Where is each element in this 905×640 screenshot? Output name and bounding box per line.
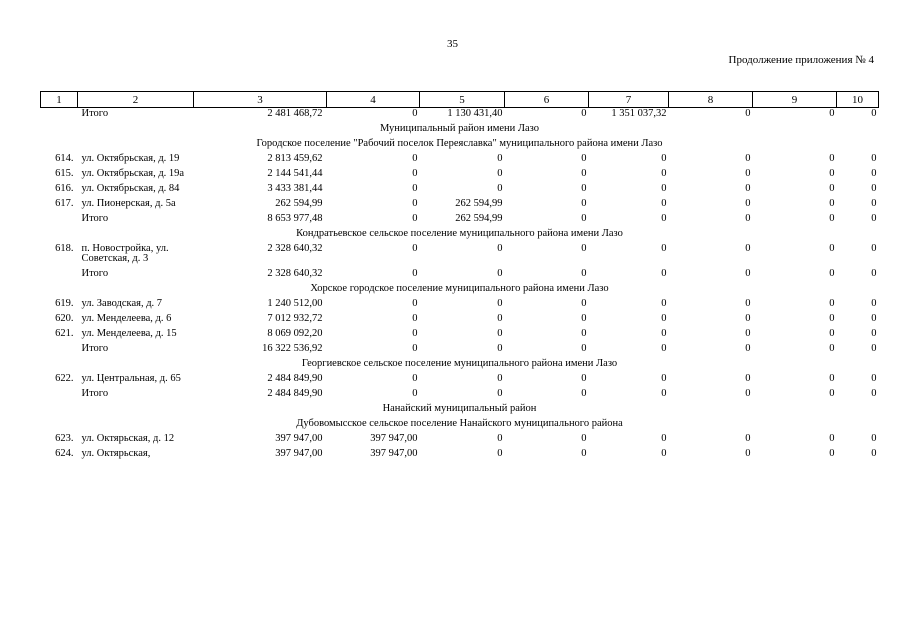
value-cell: 0 xyxy=(661,373,667,384)
value-cell: 0 xyxy=(829,388,835,399)
row-number: 624. xyxy=(55,448,74,459)
value-cell: 1 130 431,40 xyxy=(447,108,503,119)
value-cell: 0 xyxy=(581,298,587,309)
value-cell: 0 xyxy=(497,298,503,309)
value-cell: 2 328 640,32 xyxy=(267,268,323,279)
section-heading-row xyxy=(41,418,879,433)
address-cell: ул. Пионерская, д. 5а xyxy=(81,198,176,209)
value-cell: 0 xyxy=(412,183,418,194)
value-cell: 0 xyxy=(581,268,587,279)
column-header: 6 xyxy=(505,92,589,108)
value-cell: 0 xyxy=(412,298,418,309)
address-cell: ул. Центральная, д. 65 xyxy=(81,373,181,384)
value-cell: 0 xyxy=(745,268,751,279)
value-cell: 0 xyxy=(829,153,835,164)
value-cell: 0 xyxy=(412,243,418,254)
value-cell: 0 xyxy=(871,213,877,224)
value-cell: 0 xyxy=(412,268,418,279)
value-cell: 0 xyxy=(745,328,751,339)
section-heading: Дубовомысское сельское поселение Нанайского муниципального района xyxy=(296,418,623,429)
value-cell: 0 xyxy=(871,168,877,179)
value-cell: 2 328 640,32 xyxy=(267,243,323,254)
row-number xyxy=(41,268,78,283)
section-heading-row xyxy=(41,138,879,153)
value-cell: 0 xyxy=(661,433,667,444)
value-cell: 0 xyxy=(871,243,877,254)
value-cell: 0 xyxy=(871,328,877,339)
value-cell: 0 xyxy=(581,343,587,354)
value-cell: 0 xyxy=(412,198,418,209)
value-cell: 0 xyxy=(871,298,877,309)
section-heading: Муниципальный район имени Лазо xyxy=(379,123,540,134)
value-cell: 262 594,99 xyxy=(455,213,503,224)
value-cell: 0 xyxy=(745,198,751,209)
value-cell: 0 xyxy=(412,213,418,224)
value-cell: 0 xyxy=(745,298,751,309)
page-number: 35 xyxy=(447,38,458,50)
value-cell: 0 xyxy=(829,108,835,119)
row-number: 618. xyxy=(55,243,74,254)
value-cell: 0 xyxy=(871,433,877,444)
value-cell: 0 xyxy=(661,448,667,459)
value-cell: 0 xyxy=(661,298,667,309)
address-cell: ул. Менделеева, д. 15 xyxy=(81,328,177,339)
value-cell: 0 xyxy=(829,373,835,384)
value-cell: 0 xyxy=(581,388,587,399)
value-cell: 16 322 536,92 xyxy=(262,343,323,354)
section-heading-row xyxy=(41,283,879,298)
total-row xyxy=(41,213,879,228)
section-heading-row xyxy=(41,123,879,138)
value-cell: 0 xyxy=(661,168,667,179)
table-row xyxy=(41,153,879,168)
value-cell: 397 947,00 xyxy=(275,448,323,459)
value-cell: 0 xyxy=(581,213,587,224)
table-row xyxy=(41,313,879,328)
value-cell: 0 xyxy=(581,328,587,339)
table-row xyxy=(41,328,879,343)
address-cell: ул. Октярьская, д. 12 xyxy=(81,433,175,444)
value-cell: 0 xyxy=(497,373,503,384)
table-row xyxy=(41,448,879,463)
section-heading: Городское поселение "Рабочий поселок Переяславка" муниципального района имени Лазо xyxy=(256,138,663,149)
value-cell: 0 xyxy=(745,448,751,459)
value-cell: 0 xyxy=(829,343,835,354)
value-cell: 0 xyxy=(745,433,751,444)
value-cell: 0 xyxy=(581,448,587,459)
value-cell: 0 xyxy=(829,328,835,339)
section-heading: Кондратьевское сельское поселение муниципального района имени Лазо xyxy=(296,228,623,239)
value-cell: 3 433 381,44 xyxy=(267,183,323,194)
value-cell: 0 xyxy=(871,183,877,194)
value-cell: 0 xyxy=(829,198,835,209)
section-heading-row xyxy=(41,358,879,373)
value-cell: 0 xyxy=(581,153,587,164)
value-cell: 0 xyxy=(829,168,835,179)
value-cell: 0 xyxy=(871,448,877,459)
value-cell: 0 xyxy=(497,243,503,254)
value-cell: 0 xyxy=(829,433,835,444)
column-header: 8 xyxy=(669,92,753,108)
column-header: 2 xyxy=(78,92,194,108)
value-cell: 262 594,99 xyxy=(455,198,503,209)
value-cell: 0 xyxy=(871,198,877,209)
value-cell: 8 653 977,48 xyxy=(267,213,323,224)
value-cell: 0 xyxy=(871,268,877,279)
table-row xyxy=(41,298,879,313)
row-number xyxy=(41,108,78,124)
value-cell: 0 xyxy=(497,153,503,164)
value-cell: 0 xyxy=(497,388,503,399)
value-cell: 0 xyxy=(745,343,751,354)
column-header: 5 xyxy=(420,92,505,108)
row-number: 619. xyxy=(55,298,74,309)
value-cell: 0 xyxy=(497,268,503,279)
value-cell: 0 xyxy=(745,213,751,224)
value-cell: 0 xyxy=(412,328,418,339)
address-cell: ул. Октярьская, xyxy=(81,448,151,459)
value-cell: 397 947,00 xyxy=(275,433,323,444)
row-number: 620. xyxy=(55,313,74,324)
value-cell: 0 xyxy=(581,243,587,254)
value-cell: 0 xyxy=(412,108,418,119)
value-cell: 0 xyxy=(661,183,667,194)
value-cell: 0 xyxy=(745,388,751,399)
table-row xyxy=(41,198,879,213)
value-cell: 0 xyxy=(497,343,503,354)
value-cell: 0 xyxy=(829,213,835,224)
value-cell: 0 xyxy=(661,213,667,224)
value-cell: 1 240 512,00 xyxy=(267,298,323,309)
value-cell: 2 144 541,44 xyxy=(267,168,323,179)
address-cell: п. Новостройка, ул. Советская, д. 3 xyxy=(81,243,169,264)
row-number: 615. xyxy=(55,168,74,179)
row-number: 623. xyxy=(55,433,74,444)
address-cell: ул. Октябрьская, д. 84 xyxy=(81,183,180,194)
total-row xyxy=(41,388,879,403)
value-cell: 0 xyxy=(412,388,418,399)
value-cell: 0 xyxy=(661,328,667,339)
value-cell: 0 xyxy=(745,168,751,179)
table-row xyxy=(41,433,879,448)
value-cell: 0 xyxy=(661,198,667,209)
value-cell: 0 xyxy=(871,108,877,119)
value-cell: 2 813 459,62 xyxy=(267,153,323,164)
value-cell: 0 xyxy=(497,183,503,194)
value-cell: 1 351 037,32 xyxy=(611,108,667,119)
value-cell: 0 xyxy=(829,448,835,459)
total-row xyxy=(41,343,879,358)
value-cell: 0 xyxy=(581,168,587,179)
value-cell: 0 xyxy=(412,168,418,179)
value-cell: 0 xyxy=(829,183,835,194)
value-cell: 2 484 849,90 xyxy=(267,388,323,399)
address-cell: Итого xyxy=(81,108,109,119)
section-heading: Нанайский муниципальный район xyxy=(382,403,537,414)
value-cell: 0 xyxy=(871,343,877,354)
value-cell: 0 xyxy=(745,108,751,119)
address-cell: ул. Менделеева, д. 6 xyxy=(81,313,172,324)
value-cell: 0 xyxy=(412,373,418,384)
column-header: 10 xyxy=(837,92,879,108)
table-body xyxy=(41,108,879,464)
value-cell: 7 012 932,72 xyxy=(267,313,323,324)
column-header: 4 xyxy=(327,92,420,108)
value-cell: 0 xyxy=(497,313,503,324)
value-cell: 0 xyxy=(497,433,503,444)
value-cell: 0 xyxy=(871,313,877,324)
row-number: 616. xyxy=(55,183,74,194)
value-cell: 0 xyxy=(745,153,751,164)
section-heading-row xyxy=(41,403,879,418)
value-cell: 0 xyxy=(412,153,418,164)
value-cell: 0 xyxy=(581,433,587,444)
value-cell: 8 069 092,20 xyxy=(267,328,323,339)
address-cell: Итого xyxy=(81,343,109,354)
value-cell: 0 xyxy=(581,183,587,194)
value-cell: 0 xyxy=(829,268,835,279)
address-cell: ул. Заводская, д. 7 xyxy=(81,298,163,309)
column-header: 9 xyxy=(753,92,837,108)
value-cell: 0 xyxy=(871,388,877,399)
table-row xyxy=(41,183,879,198)
value-cell: 0 xyxy=(745,373,751,384)
row-number: 622. xyxy=(55,373,74,384)
value-cell: 0 xyxy=(829,298,835,309)
section-heading-row xyxy=(41,228,879,243)
table-row xyxy=(41,243,879,268)
value-cell: 0 xyxy=(745,183,751,194)
value-cell: 0 xyxy=(661,388,667,399)
value-cell: 2 481 468,72 xyxy=(267,108,323,119)
total-row xyxy=(41,108,879,124)
row-number: 614. xyxy=(55,153,74,164)
address-cell: ул. Октябрьская, д. 19а xyxy=(81,168,185,179)
table-row xyxy=(41,373,879,388)
address-cell: Итого xyxy=(81,388,109,399)
address-cell: Итого xyxy=(81,213,109,224)
value-cell: 0 xyxy=(581,373,587,384)
value-cell: 0 xyxy=(581,313,587,324)
value-cell: 0 xyxy=(412,343,418,354)
column-header: 3 xyxy=(194,92,327,108)
value-cell: 0 xyxy=(829,243,835,254)
row-number: 617. xyxy=(55,198,74,209)
column-number-header-row xyxy=(41,92,879,108)
appendix-table xyxy=(40,91,879,463)
value-cell: 0 xyxy=(412,313,418,324)
address-cell: ул. Октябрьская, д. 19 xyxy=(81,153,180,164)
value-cell: 0 xyxy=(661,268,667,279)
section-heading: Георгиевское сельское поселение муниципального района имени Лазо xyxy=(301,358,618,369)
row-number xyxy=(41,388,78,403)
value-cell: 397 947,00 xyxy=(370,448,418,459)
value-cell: 0 xyxy=(497,448,503,459)
row-number xyxy=(41,213,78,228)
value-cell: 0 xyxy=(661,153,667,164)
value-cell: 0 xyxy=(661,343,667,354)
value-cell: 0 xyxy=(581,108,587,119)
value-cell: 397 947,00 xyxy=(370,433,418,444)
column-header: 1 xyxy=(41,92,78,108)
value-cell: 0 xyxy=(661,313,667,324)
value-cell: 0 xyxy=(829,313,835,324)
value-cell: 0 xyxy=(871,373,877,384)
appendix-continuation-label: Продолжение приложения № 4 xyxy=(728,54,874,66)
section-heading: Хорское городское поселение муниципального района имени Лазо xyxy=(310,283,609,294)
row-number: 621. xyxy=(55,328,74,339)
value-cell: 0 xyxy=(745,313,751,324)
value-cell: 262 594,99 xyxy=(275,198,323,209)
address-cell: Итого xyxy=(81,268,109,279)
value-cell: 0 xyxy=(661,243,667,254)
value-cell: 0 xyxy=(497,328,503,339)
column-header: 7 xyxy=(589,92,669,108)
value-cell: 0 xyxy=(581,198,587,209)
value-cell: 0 xyxy=(871,153,877,164)
total-row xyxy=(41,268,879,283)
value-cell: 2 484 849,90 xyxy=(267,373,323,384)
value-cell: 0 xyxy=(745,243,751,254)
table-row xyxy=(41,168,879,183)
value-cell: 0 xyxy=(497,168,503,179)
row-number xyxy=(41,343,78,358)
